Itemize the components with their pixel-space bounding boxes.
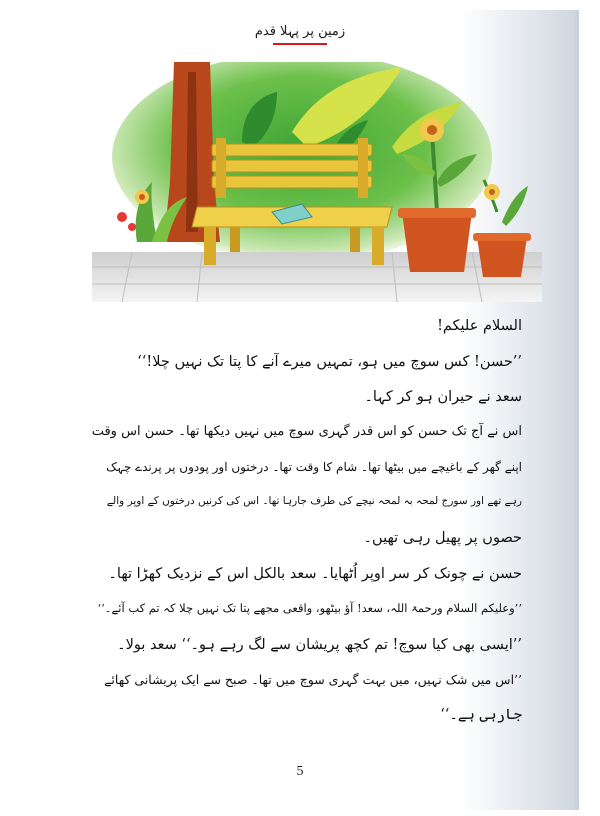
text-line-1: السلام علیکم! — [437, 318, 522, 334]
small-flower-pot — [473, 180, 531, 277]
text-line-6: رہے تھے اور سورج لمحہ بہ لمحہ نیچے کی طرف جارہا تھا۔ اس کی کرنیں درختوں کے اوپر والے — [106, 495, 522, 507]
text-line-3: سعد نے حیران ہو کر کہا۔ — [364, 389, 522, 405]
text-line-10: ’’ایسی بھی کیا سوچ! تم کچھ پریشان سے لگ رہے ہو۔‘‘ سعد بولا۔ — [117, 637, 522, 653]
text-line-8: حسن نے چونک کر سر اوپر اُٹھایا۔ سعد بالکل اس کے نزدیک کھڑا تھا۔ — [108, 566, 522, 582]
text-line-11: ’’اس میں شک نہیں، میں بہت گہری سوچ میں تھا۔ صبح سے ایک پریشانی کھائے — [104, 672, 522, 687]
garden-bench-illustration — [92, 62, 542, 312]
text-line-2: ’’حسن! کس سوچ میں ہو، تمہیں میرے آنے کا پتا تک نہیں چلا!‘‘ — [137, 354, 522, 370]
text-line-9: ’’وعلیکم السلام ورحمۃ اللہ، سعد! آؤ بیٹھو، واقعی مجھے پتا تک نہیں چلا کہ تم کب آئے۔‘‘ — [97, 601, 522, 615]
text-line-5: اپنے گھر کے باغیچے میں بیٹھا تھا۔ شام کا وقت تھا۔ درختوں اور پودوں پر پرندے چہک — [106, 460, 522, 474]
text-line-4: اس نے آج تک حسن کو اس قدر گہری سوچ میں نہیں دیکھا تھا۔ حسن اس وقت — [91, 424, 522, 439]
chapter-title: زمین پر پہلا قدم — [254, 24, 346, 39]
chapter-header — [0, 24, 600, 45]
page-number: 5 — [296, 764, 304, 779]
text-line-12: جارہی ہے۔‘‘ — [440, 707, 522, 723]
text-line-7: حصوں پر پھیل رہی تھیں۔ — [363, 530, 522, 546]
stone-floor — [92, 252, 542, 302]
title-underline — [273, 43, 327, 45]
page-edge — [575, 10, 579, 810]
